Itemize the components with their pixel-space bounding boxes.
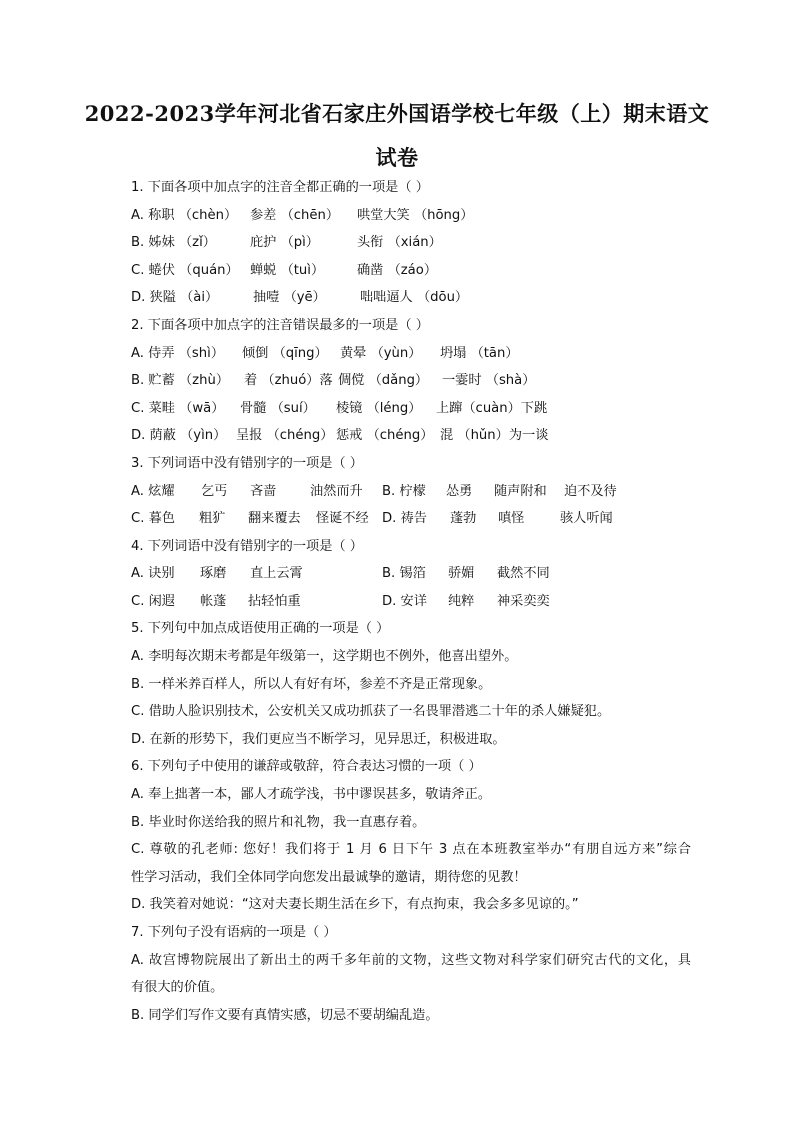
question-7-stem: 7. 下列句子没有语病的一项是（ ） [131, 925, 337, 940]
question-2-option-c: C. 菜畦 （wā） 骨髓 （suí） 棱镜 （léng） 上蹿（cuàn）下跳 [131, 401, 548, 416]
question-7-option-a: A. 故宫博物院展出了新出土的两千多年前的文物，这些文物对科学家们研究古代的文化，具 [131, 953, 691, 968]
question-1-option-d: D. 狭隘 （ài） 抽噎 （yē） 咄咄逼人 （dōu） [131, 290, 469, 305]
question-2-stem: 2. 下面各项中加点字的注音错误最多的一项是（ ） [131, 318, 429, 333]
paper-title: 2022-2023学年河北省石家庄外国语学校七年级（上）期末语文 [84, 101, 710, 126]
question-7-option-a-continued: 有很大的价值。 [131, 980, 224, 995]
question-6-option-c-continued: 性学习活动，我们全体同学向您发出最诚挚的邀请，期待您的见教！ [131, 870, 527, 885]
question-1-option-b: B. 姊妹 （zǐ） 庇护 （pì） 头衔 （xián） [131, 235, 442, 250]
question-4-stem: 4. 下列词语中没有错别字的一项是（ ） [131, 539, 363, 554]
question-1-option-c: C. 蜷伏 （quán） 蝉蜕 （tuì） 确凿 （záo） [131, 263, 438, 278]
question-3-stem: 3. 下列词语中没有错别字的一项是（ ） [131, 456, 363, 471]
question-6-option-b: B. 毕业时你送给我的照片和礼物，我一直惠存着。 [131, 815, 426, 830]
question-6-option-c: C. 尊敬的孔老师: 您好！我们将于 1 月 6 日下午 3 点在本班教室举办“有朋自远方来”综合 [131, 842, 691, 857]
question-4-options-ab: A. 诀别 琢磨 直上云霄 B. 锡箔 骄媚 截然不同 [131, 566, 550, 581]
question-6-option-a: A. 奉上拙著一本，鄙人才疏学浅，书中谬误甚多，敬请斧正。 [131, 787, 492, 802]
question-5-option-c: C. 借助人脸识别技术，公安机关又成功抓获了一名畏罪潜逃二十年的杀人嫌疑犯。 [131, 704, 611, 719]
question-1-stem: 1. 下面各项中加点字的注音全都正确的一项是（ ） [131, 180, 429, 195]
question-5-stem: 5. 下列句中加点成语使用正确的一项是（ ） [131, 621, 390, 636]
question-2-option-b: B. 贮蓄 （zhù） 着 （zhuó）落 倜傥 （dǎng） 一霎时 （shà） [131, 373, 536, 388]
question-3-options-ab: A. 炫耀 乞丐 吝啬 油然而升 B. 柠檬 怂勇 随声附和 迫不及待 [131, 484, 617, 499]
question-4-options-cd: C. 闲遐 帐蓬 拈轻怕重 D. 安详 纯粹 神采奕奕 [131, 594, 550, 609]
question-5-option-a: A. 李明每次期末考都是年级第一，这学期也不例外，他喜出望外。 [131, 649, 518, 664]
question-5-option-b: B. 一样米养百样人，所以人有好有坏，参差不齐是正常现象。 [131, 677, 492, 692]
question-1-option-a: A. 称职 （chèn） 参差 （chēn） 哄堂大笑 （hōng） [131, 208, 474, 223]
question-2-option-d: D. 荫蔽 （yìn） 呈报 （chéng） 惩戒 （chéng） 混 （hǔn）为一谈 [131, 428, 549, 443]
paper-title-continued: 试卷 [375, 145, 419, 170]
question-5-option-d: D. 在新的形势下，我们更应当不断学习，见异思迁，积极进取。 [131, 732, 506, 747]
question-6-option-d: D. 我笑着对她说：“这对夫妻长期生活在乡下，有点拘束，我会多多见谅的。” [131, 897, 579, 912]
question-7-option-b: B. 同学们写作文要有真情实感，切忌不要胡编乱造。 [131, 1008, 439, 1023]
question-2-option-a: A. 侍弄 （shì） 倾倒 （qīng） 黄晕 （yùn） 坍塌 （tān） [131, 346, 519, 361]
question-3-options-cd: C. 暮色 粗犷 翻来覆去 怪诞不经 D. 祷告 蓬勃 嗔怪 骇人听闻 [131, 511, 613, 526]
question-6-stem: 6. 下列句子中使用的谦辞或敬辞，符合表达习惯的一项（ ） [131, 759, 482, 774]
